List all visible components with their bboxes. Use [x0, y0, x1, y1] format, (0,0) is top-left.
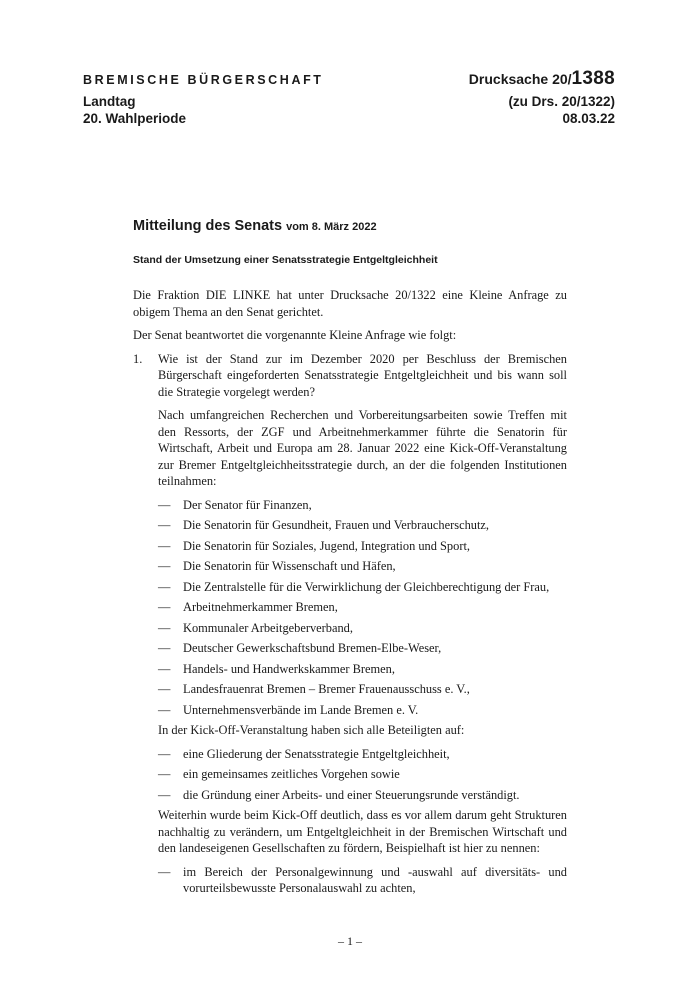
list-item — [158, 599, 567, 616]
dash-marker: — — [158, 702, 171, 717]
list-item — [158, 681, 567, 698]
answer-intro-paragraph: Der Senat beantwortet die vorgenannte Kleine Anfrage wie folgt: — [133, 328, 457, 342]
list-item — [158, 497, 567, 514]
drucksache-number: 1388 — [571, 68, 615, 89]
drucksache-label: Drucksache 20/ — [468, 71, 572, 87]
answer-paragraph: Nach umfangreichen Recherchen und Vorbereitungsarbeiten sowie Treffen mit den Ressorts, der ZGF und Arbeitnehmerkammer führte die Senatorin für Wirtschaft, Arbeit und Europa am 28. Januar 2022 eine Kick-Off-Veranstaltung zur Bremer Entgeltgleichheitsstrategie durch, an der die folgenden Institutionen teilnahmen: — [158, 408, 567, 488]
dash-marker: — — [158, 579, 171, 594]
list-item-text: Die Senatorin für Soziales, Jugend, Integration und Sport, — [183, 538, 470, 553]
page-subtitle: Stand der Umsetzung einer Senatsstrategie Entgeltgleichheit — [133, 254, 438, 266]
dash-marker: — — [158, 497, 171, 512]
list-item-text: Deutscher Gewerkschaftsbund Bremen-Elbe-Weser, — [183, 641, 442, 655]
list-item — [158, 787, 567, 804]
list-item-text: Arbeitnehmerkammer Bremen, — [183, 600, 338, 614]
list-item-text: Landesfrauenrat Bremen – Bremer Frauenausschuss e. V., — [183, 682, 470, 696]
list-item — [158, 558, 567, 575]
dash-marker: — — [158, 864, 171, 879]
list-item-text: Der Senator für Finanzen, — [183, 497, 312, 512]
list-item — [158, 620, 567, 637]
question-number: 1. — [133, 351, 143, 366]
header-row-top — [83, 68, 615, 90]
list-item — [158, 661, 567, 678]
agreement-list — [158, 746, 567, 804]
list-item — [158, 579, 567, 596]
page-title — [133, 218, 377, 234]
dash-marker: — — [158, 767, 171, 781]
page-number: – 1 – — [338, 934, 362, 948]
list-item-text: Unternehmensverbände im Lande Bremen e. V. — [183, 702, 419, 717]
dash-marker: — — [158, 559, 171, 573]
reference: (zu Drs. 20/1322) — [508, 94, 615, 109]
kickoff-paragraph: In der Kick-Off-Veranstaltung haben sich alle Beteiligten auf: — [158, 723, 465, 737]
dash-marker: — — [158, 518, 171, 532]
document-header — [83, 68, 615, 127]
list-item-text: Kommunaler Arbeitgeberverband, — [183, 620, 353, 635]
list-item-text: die Gründung einer Arbeits- und einer Steuerungsrunde verständigt. — [183, 787, 520, 802]
body-name: Landtag — [83, 94, 136, 109]
question-text: Wie ist der Stand zur im Dezember 2020 per Beschluss der Bremischen Bürgerschaft eingeforderten Senatsstrategie Entgeltgleichheit und bis wann soll die Strategie vorgelegt werden? — [158, 351, 567, 399]
dash-marker: — — [158, 682, 171, 696]
dash-marker: — — [158, 600, 171, 614]
intro-paragraph: Die Fraktion DIE LINKE hat unter Drucksache 20/1322 eine Kleine Anfrage zu obigem Thema an den Senat gerichtet. — [133, 288, 567, 319]
document-body — [133, 287, 567, 901]
dash-marker: — — [158, 787, 171, 802]
list-item-text: Die Senatorin für Wissenschaft und Häfen, — [183, 559, 396, 573]
document-date: 08.03.22 — [562, 111, 615, 126]
list-item-text: Handels- und Handwerkskammer Bremen, — [183, 661, 395, 676]
answer-block — [158, 407, 567, 897]
list-item — [158, 766, 567, 783]
list-item — [158, 746, 567, 763]
legislative-period: 20. Wahlperiode — [83, 111, 187, 126]
further-paragraph: Weiterhin wurde beim Kick-Off deutlich, dass es vor allem darum geht Strukturen nachhaltig zu verändern, um Entgeltgleichheit in der Bremischen Wirtschaft und den landeseigenen Gesellschaften zu fördern, Beispielhaft ist hier zu nennen: — [158, 808, 567, 855]
institution-list — [158, 497, 567, 719]
title-main: Mitteilung des Senats — [133, 218, 283, 234]
header-row-middle — [83, 93, 615, 110]
list-item — [158, 864, 567, 897]
dash-marker: — — [158, 641, 171, 655]
question-item — [133, 351, 567, 401]
dash-marker: — — [158, 538, 171, 553]
institution-name: BREMISCHE BÜRGERSCHAFT — [83, 73, 324, 87]
drucksache — [469, 68, 615, 90]
list-item — [158, 538, 567, 555]
example-list — [158, 864, 567, 897]
list-item-text: Die Senatorin für Gesundheit, Frauen und Verbraucherschutz, — [183, 518, 490, 532]
list-item-text: eine Gliederung der Senatsstrategie Entgeltgleichheit, — [183, 746, 450, 761]
dash-marker: — — [158, 746, 171, 761]
list-item-text: im Bereich der Personalgewinnung und -auswahl auf diversitäts- und vorurteilsbewusste Personalauswahl zu achten, — [183, 864, 567, 895]
title-date: vom 8. März 2022 — [286, 221, 377, 233]
list-item — [158, 517, 567, 534]
header-row-bottom — [83, 110, 615, 127]
dash-marker: — — [158, 620, 171, 635]
list-item — [158, 640, 567, 657]
list-item-text: ein gemeinsames zeitliches Vorgehen sowie — [183, 767, 400, 781]
list-item — [158, 702, 567, 719]
list-item-text: Die Zentralstelle für die Verwirklichung der Gleichberechtigung der Frau, — [183, 579, 550, 594]
dash-marker: — — [158, 661, 171, 676]
